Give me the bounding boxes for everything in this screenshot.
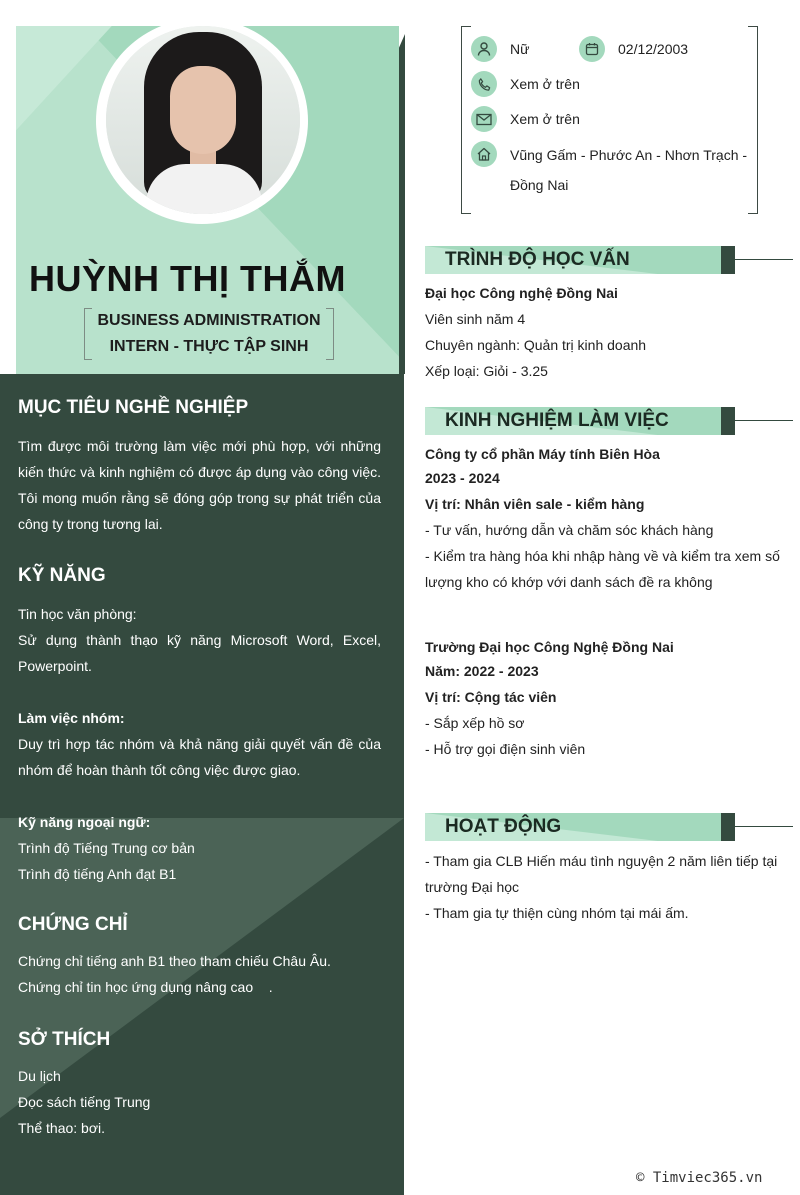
candidate-name: HUỲNH THỊ THẮM bbox=[29, 258, 346, 299]
calendar-icon bbox=[579, 36, 605, 62]
address-line-2: Đồng Nai bbox=[510, 177, 569, 193]
education-grade: Xếp loại: Giỏi - 3.25 bbox=[425, 363, 548, 379]
contact-box bbox=[461, 26, 758, 214]
phone-icon bbox=[471, 71, 497, 97]
job-period: 2023 - 2024 bbox=[425, 470, 500, 486]
job-task: - Hỗ trợ gọi điện sinh viên bbox=[425, 741, 586, 757]
job-task: - Sắp xếp hồ sơ bbox=[425, 715, 525, 731]
certificate-item: Chứng chỉ tiếng anh B1 theo tham chiếu Châu Âu. bbox=[18, 953, 331, 969]
job-task: - Tư vấn, hướng dẫn và chăm sóc khách hàng bbox=[425, 522, 714, 538]
hobbies-heading: SỞ THÍCH bbox=[18, 1029, 111, 1050]
job-position: Vị trí: Nhân viên sale - kiểm hàng bbox=[425, 496, 645, 512]
career-goal-heading: MỤC TIÊU NGHỀ NGHIỆP bbox=[18, 397, 249, 418]
activities-section bbox=[425, 848, 780, 926]
experience-heading: KINH NGHIỆM LÀM VIỆC bbox=[445, 410, 669, 431]
user-icon bbox=[471, 36, 497, 62]
job-task: - Kiểm tra hàng hóa khi nhập hàng về và kiểm tra xem số lượng kho có khớp với danh sách đề ra không bbox=[425, 548, 780, 590]
bracket-right bbox=[326, 308, 334, 360]
skills-section bbox=[18, 565, 381, 887]
phone-value: Xem ở trên bbox=[510, 76, 580, 92]
skill-lang-1: Trình độ Tiếng Trung cơ bản bbox=[18, 840, 195, 856]
education-school: Đại học Công nghệ Đồng Nai bbox=[425, 285, 618, 301]
skill-lang-2: Trình độ tiếng Anh đạt B1 bbox=[18, 866, 177, 882]
job-period: Năm: 2022 - 2023 bbox=[425, 663, 539, 679]
bracket-right bbox=[748, 26, 758, 214]
experience-heading-bar bbox=[425, 407, 735, 435]
activities-heading-bar bbox=[425, 813, 735, 841]
job-company: Công ty cổ phần Máy tính Biên Hòa bbox=[425, 446, 660, 462]
job-title-box bbox=[84, 308, 334, 360]
career-goal-text: Tìm được môi trường làm việc mới phù hợp, với những kiến thức và kinh nghiệm có được áp dụng vào công việc. Tôi mong muốn rằng sẽ đóng góp trong sự phát triển của công ty trong tương lai. bbox=[18, 438, 381, 532]
activity-item: - Tham gia CLB Hiến máu tình nguyện 2 năm liên tiếp tại trường Đại học bbox=[425, 853, 778, 895]
address-line-1: Vũng Gấm - Phước An - Nhơn Trạch - bbox=[510, 147, 748, 163]
skill-team-label: Làm việc nhóm: bbox=[18, 710, 125, 726]
mail-icon bbox=[471, 106, 497, 132]
header-edge-decor bbox=[399, 34, 405, 374]
certificates-heading: CHỨNG CHỈ bbox=[18, 914, 128, 935]
divider bbox=[735, 826, 793, 827]
gender-value: Nữ bbox=[510, 41, 530, 57]
education-section bbox=[425, 280, 780, 384]
skill-office-label: Tin học văn phòng: bbox=[18, 606, 137, 622]
skill-lang-label: Kỹ năng ngoại ngữ: bbox=[18, 814, 151, 830]
career-goal-section bbox=[18, 397, 381, 537]
skill-team-text: Duy trì hợp tác nhóm và khả năng giải quyết vấn đề của nhóm để hoàn thành tốt công việc được giao. bbox=[18, 736, 381, 778]
home-icon bbox=[471, 141, 497, 167]
hobby-item: Thể thao: bơi. bbox=[18, 1120, 106, 1136]
footer-credit: © Timviec365.vn bbox=[636, 1170, 763, 1186]
education-heading: TRÌNH ĐỘ HỌC VẤN bbox=[445, 249, 630, 270]
skill-office-text: Sử dụng thành thạo kỹ năng Microsoft Word, Excel, Powerpoint. bbox=[18, 632, 381, 674]
hobby-item: Đọc sách tiếng Trung bbox=[18, 1094, 151, 1110]
job-company: Trường Đại học Công Nghệ Đồng Nai bbox=[425, 639, 674, 655]
activities-heading: HOẠT ĐỘNG bbox=[445, 816, 562, 837]
certificates-section bbox=[18, 914, 381, 1000]
education-heading-bar bbox=[425, 246, 735, 274]
job-position: Vị trí: Cộng tác viên bbox=[425, 689, 557, 705]
divider bbox=[735, 259, 793, 260]
education-year: Viên sinh năm 4 bbox=[425, 311, 526, 327]
skills-heading: KỸ NĂNG bbox=[18, 565, 106, 586]
avatar bbox=[106, 26, 300, 214]
divider bbox=[735, 420, 793, 421]
experience-job-1 bbox=[425, 441, 780, 595]
hobbies-section bbox=[18, 1029, 381, 1141]
education-major: Chuyên ngành: Quản trị kinh doanh bbox=[425, 337, 647, 353]
job-title-line-2: INTERN - THỰC TẬP SINH bbox=[109, 338, 309, 355]
bracket-left bbox=[84, 308, 92, 360]
activity-item: - Tham gia tự thiện cùng nhóm tại mái ấm. bbox=[425, 905, 689, 921]
job-title-line-1: BUSINESS ADMINISTRATION bbox=[97, 312, 321, 329]
birthdate-value: 02/12/2003 bbox=[618, 41, 689, 57]
bracket-left bbox=[461, 26, 471, 214]
certificate-item: Chứng chỉ tin học ứng dụng nâng cao . bbox=[18, 979, 273, 995]
experience-job-2 bbox=[425, 634, 780, 762]
email-value: Xem ở trên bbox=[510, 111, 580, 127]
hobby-item: Du lịch bbox=[18, 1068, 61, 1084]
